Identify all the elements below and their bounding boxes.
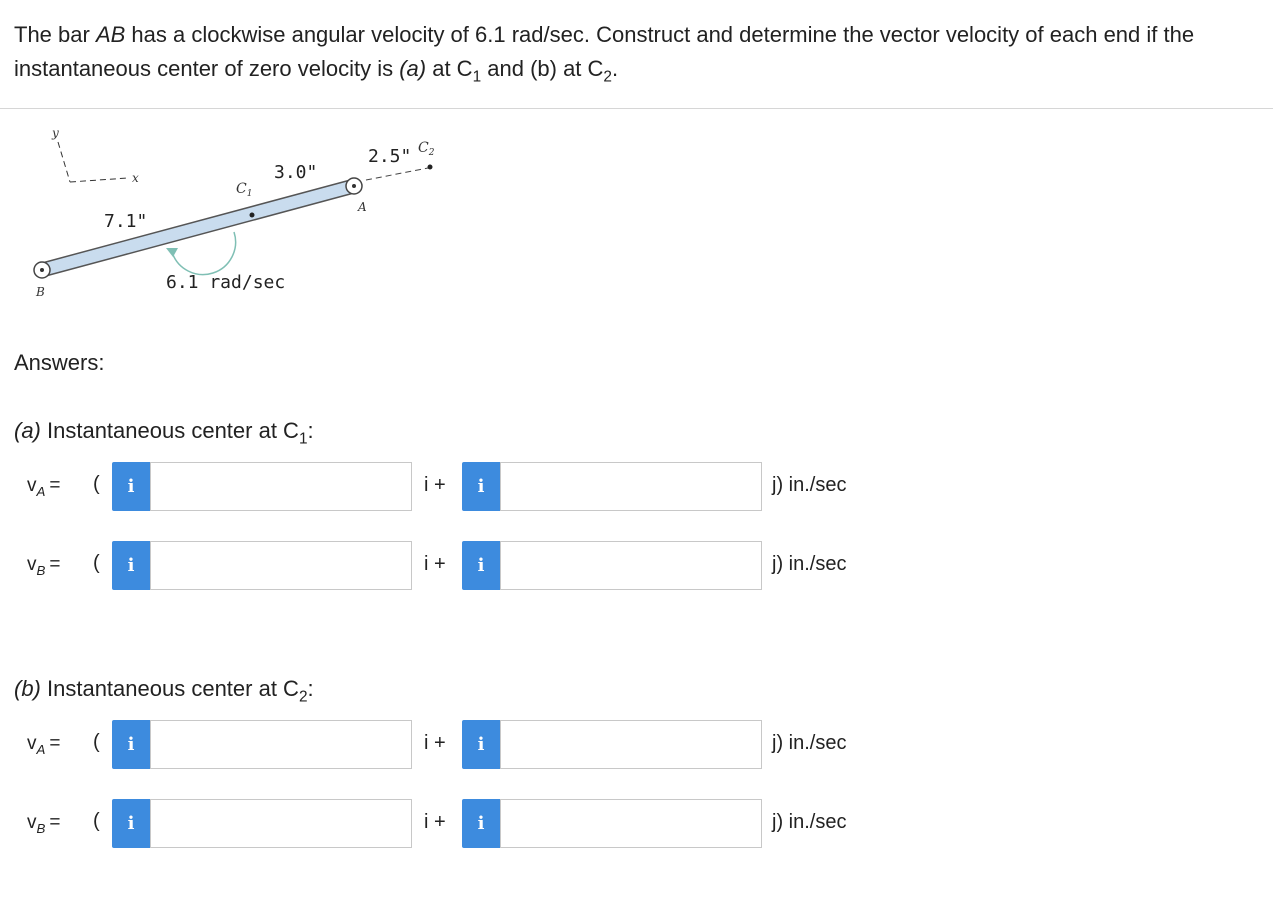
info-button[interactable]: i (112, 462, 150, 511)
info-button[interactable]: i (462, 799, 500, 848)
answers-label: Answers: (14, 350, 105, 375)
open-paren: ( (93, 810, 100, 832)
info-button[interactable]: i (112, 720, 150, 769)
open-paren: ( (93, 731, 100, 753)
vb-i-component-input[interactable] (150, 541, 412, 590)
open-paren: ( (93, 473, 100, 495)
i-unit-label: i + (424, 732, 446, 754)
subscript: 2 (603, 68, 612, 86)
part-b-prefix: (b) (14, 676, 41, 701)
answer-row-a-vb (0, 541, 1273, 591)
vector-var: v (27, 554, 37, 575)
answer-row-b-va (0, 720, 1273, 770)
i-unit-label: i + (424, 553, 446, 575)
part-a-heading (14, 418, 314, 448)
dim-2-5: 2.5" (368, 146, 412, 167)
va-i-component-input[interactable] (150, 720, 412, 769)
omega-label: 6.1 rad/sec (166, 272, 286, 293)
colon: : (307, 676, 314, 701)
colon: : (307, 418, 314, 443)
vb-i-component-input[interactable] (150, 799, 412, 848)
va-j-component-input[interactable] (500, 462, 762, 511)
vector-label (27, 475, 60, 499)
vector-var: v (27, 812, 37, 833)
dim-7-1: 7.1" (104, 211, 148, 232)
equals-sign: = (49, 475, 61, 496)
question-text-part: and (b) at C (481, 56, 604, 81)
point-c1 (250, 213, 255, 218)
question-text (14, 18, 1266, 94)
j-unit-label: j) in./sec (772, 553, 847, 575)
j-unit-label: j) in./sec (772, 811, 847, 833)
vector-var: v (27, 475, 37, 496)
question-text-part: The bar (14, 22, 96, 47)
open-paren: ( (93, 552, 100, 574)
vector-var: v (27, 733, 37, 754)
part-a-prefix: (a) (14, 418, 41, 443)
bar-diagram (20, 120, 480, 310)
label-b: B (36, 285, 45, 299)
axis-y-label: y (52, 126, 59, 140)
y-axis (58, 142, 70, 182)
va-j-component-input[interactable] (500, 720, 762, 769)
divider (0, 108, 1273, 109)
vector-label (27, 812, 60, 836)
pin-a-center (352, 184, 356, 188)
vector-sub: A (36, 741, 46, 757)
question-text-part: . (611, 56, 619, 81)
vb-j-component-input[interactable] (500, 541, 762, 590)
j-unit-label: j) in./sec (772, 474, 847, 496)
part-a-marker: (a) (399, 56, 427, 81)
info-button[interactable]: i (462, 462, 500, 511)
vector-sub: A (36, 483, 46, 499)
equals-sign: = (49, 812, 61, 833)
label-c1: $C_1$ (236, 181, 253, 199)
vb-j-component-input[interactable] (500, 799, 762, 848)
label-c2: $C_2$ (418, 140, 435, 158)
vector-sub: B (36, 562, 46, 578)
c2-dashed-line (366, 168, 428, 180)
subscript: 2 (298, 688, 308, 706)
bar-name: AB (95, 22, 126, 47)
question-text-part: has a clockwise angular velocity of 6.1 rad/sec. Construct and determine the vector velocity of each end if the instantaneous center of zero velocity is (14, 22, 1195, 81)
info-button[interactable]: i (462, 720, 500, 769)
info-button[interactable]: i (462, 541, 500, 590)
answer-row-b-vb (0, 799, 1273, 849)
label-a: A (358, 200, 367, 214)
part-b-text: Instantaneous center at C (40, 676, 299, 701)
bar-body (42, 186, 354, 270)
part-b-heading (14, 676, 314, 706)
omega-arrowhead-icon (166, 248, 178, 257)
va-i-component-input[interactable] (150, 462, 412, 511)
axis-x-label: x (132, 171, 139, 185)
i-unit-label: i + (424, 811, 446, 833)
pin-b-center (40, 268, 44, 272)
i-unit-label: i + (424, 474, 446, 496)
vector-sub: B (36, 820, 46, 836)
info-button[interactable]: i (112, 541, 150, 590)
part-a-text: Instantaneous center at C (40, 418, 299, 443)
subscript: 1 (298, 430, 308, 448)
dim-3-0: 3.0" (274, 162, 318, 183)
equals-sign: = (49, 554, 61, 575)
subscript: 1 (472, 68, 482, 86)
equals-sign: = (49, 733, 61, 754)
vector-label (27, 554, 60, 578)
x-axis (70, 178, 128, 182)
question-text-part: at C (426, 56, 473, 81)
j-unit-label: j) in./sec (772, 732, 847, 754)
info-button[interactable]: i (112, 799, 150, 848)
answer-row-a-va (0, 462, 1273, 512)
point-c2 (428, 165, 433, 170)
vector-label (27, 733, 60, 757)
